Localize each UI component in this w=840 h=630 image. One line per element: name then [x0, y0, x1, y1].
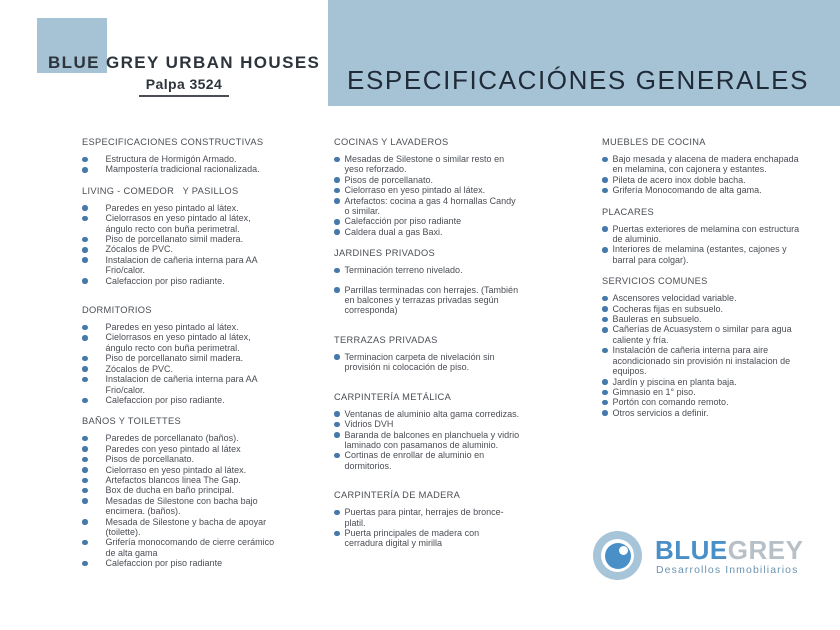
- list-item: [334, 528, 520, 549]
- list-item-text: Calefaccion por piso radiante.: [105, 275, 225, 286]
- list-item-text: Parrillas terminadas con herrajes. (También en balcones y terrazas privadas según corresponda): [344, 284, 519, 316]
- list-item-text: Terminación terreno nivelado.: [344, 265, 463, 276]
- list-item: [82, 374, 282, 395]
- section-heading: PLACARES: [602, 206, 655, 217]
- list-item-text: Piso de porcellanato simil madera.: [105, 234, 244, 245]
- bullet-icon: [334, 453, 340, 459]
- specs-column-2: [334, 137, 520, 549]
- list-item: [334, 285, 520, 316]
- bullet-icon: [602, 410, 608, 416]
- list-item: [82, 353, 282, 363]
- bullet-icon: [82, 457, 88, 463]
- bullet-icon: [82, 377, 88, 383]
- list-item: [82, 475, 282, 485]
- list-item: [334, 352, 520, 373]
- list-item: [334, 507, 520, 528]
- list-item: [82, 244, 282, 254]
- bullet-icon: [602, 390, 608, 396]
- brand-address: Palpa 3524: [139, 76, 229, 97]
- bullet-icon: [82, 561, 88, 567]
- bullet-icon: [82, 398, 88, 404]
- list-item-text: Terminacion carpeta de nivelación sin provisión ni colocación de piso.: [344, 351, 495, 373]
- bullet-icon: [334, 177, 340, 183]
- list-item: [82, 364, 282, 374]
- list-item: [334, 175, 520, 185]
- bullet-icon: [334, 510, 340, 516]
- list-item: [334, 419, 520, 429]
- list-item-text: Instalación de cañeria interna para aire acondicionado sin provisión ni instalacion de equipos.: [612, 345, 791, 377]
- list-item-text: Piso de porcellanato simil madera.: [105, 353, 244, 364]
- list-item-text: Artefactos: cocina a gas 4 hornallas Candy o similar.: [344, 195, 516, 217]
- list-item: [82, 332, 282, 353]
- list-item-text: Portón con comando remoto.: [612, 397, 729, 408]
- bullet-icon: [334, 354, 340, 360]
- list-item: [334, 409, 520, 419]
- list-item: [82, 203, 282, 213]
- list-item: [82, 154, 282, 164]
- bullet-icon: [602, 348, 608, 354]
- bullet-icon: [82, 237, 88, 243]
- page-title: ESPECIFICACIÓNES GENERALES: [347, 65, 810, 95]
- list-item-text: Puertas para pintar, herrajes de bronce-platil.: [344, 507, 504, 528]
- bullet-icon: [602, 379, 608, 385]
- bullet-icon: [602, 247, 608, 253]
- list-item: [334, 227, 520, 237]
- list-item: [334, 265, 520, 275]
- list-item-text: Artefactos blancos linea The Gap.: [105, 474, 241, 485]
- list-item-text: Grifería monocomando de cierre cerámico de alta gama: [105, 537, 275, 558]
- section-heading: CARPINTERÍA METÁLICA: [334, 391, 452, 402]
- bullet-icon: [602, 177, 608, 183]
- list-item-text: Ascensores velocidad variable.: [612, 293, 737, 304]
- bullet-icon: [602, 296, 608, 302]
- list-item: [82, 276, 282, 286]
- bullet-icon: [602, 317, 608, 323]
- bullet-icon: [82, 247, 88, 253]
- bullet-icon: [334, 188, 340, 194]
- bullet-icon: [334, 198, 340, 204]
- list-item: [82, 234, 282, 244]
- list-item-text: Zócalos de PVC.: [105, 244, 174, 255]
- bullet-icon: [82, 325, 88, 331]
- list-item-text: Pileta de acero inox doble bacha.: [612, 174, 746, 185]
- header-band: [328, 0, 840, 106]
- list-item-text: Bajo mesada y alacena de madera enchapada en melamina, con cajonera y estantes.: [612, 154, 799, 175]
- list-item-text: Pisos de porcellanato.: [105, 454, 195, 465]
- list-item: [334, 216, 520, 226]
- bullet-icon: [82, 498, 88, 504]
- specs-column-3: [602, 137, 802, 418]
- brand-name: BLUE GREY URBAN HOUSES: [48, 53, 321, 72]
- bullet-icon: [602, 157, 608, 163]
- bullet-icon: [82, 478, 88, 484]
- list-item-text: Jardín y piscina en planta baja.: [612, 376, 737, 387]
- bullet-icon: [82, 167, 88, 173]
- list-item: [334, 430, 520, 451]
- list-item-text: Mampostería tradicional racionalizada.: [105, 164, 260, 175]
- list-item-text: Calefaccion por piso radiante.: [105, 394, 225, 405]
- logo-word-grey: GREY: [727, 535, 804, 565]
- specs-column-1: [82, 137, 282, 569]
- bullet-icon: [82, 366, 88, 372]
- list-item: [82, 255, 282, 276]
- list-item-text: Paredes con yeso pintado al látex: [105, 443, 241, 454]
- list-item-text: Estructura de Hormigón Armado.: [105, 154, 237, 164]
- bullet-icon: [82, 335, 88, 341]
- list-item: [602, 304, 802, 314]
- list-item: [82, 164, 282, 174]
- list-item: [82, 433, 282, 443]
- bullet-icon: [82, 205, 88, 211]
- list-item: [82, 496, 282, 517]
- list-item-text: Gimnasio en 1° piso.: [612, 386, 696, 397]
- list-item-text: Instalacion de cañeria interna para AA Frio/calor.: [105, 254, 258, 276]
- list-item: [82, 454, 282, 464]
- list-item-text: Cielorraso en yeso pintado al látex.: [344, 185, 486, 196]
- bullet-icon: [334, 531, 340, 537]
- list-item: [602, 154, 802, 175]
- bullet-icon: [602, 188, 608, 194]
- bullet-icon: [82, 257, 88, 263]
- bullet-icon: [82, 488, 88, 494]
- bullet-icon: [334, 229, 340, 235]
- brand-address-wrap: [48, 76, 320, 97]
- list-item-text: Mesada de Silestone y bacha de apoyar (toilette).: [105, 516, 267, 537]
- list-item: [82, 558, 282, 568]
- list-item: [82, 517, 282, 538]
- bullet-icon: [82, 278, 88, 284]
- list-item-text: Cañerías de Acuasystem o similar para agua caliente y fría.: [612, 324, 792, 345]
- section-heading: SERVICIOS COMUNES: [602, 276, 708, 287]
- list-item-text: Bauleras en subsuelo.: [612, 314, 702, 325]
- list-item-text: Instalacion de cañeria interna para AA Frio/calor.: [105, 374, 258, 395]
- bullet-icon: [82, 216, 88, 222]
- bullet-icon: [82, 467, 88, 473]
- list-item-text: Paredes en yeso pintado al látex.: [105, 322, 239, 333]
- list-item: [602, 408, 802, 418]
- list-item: [82, 395, 282, 405]
- bullet-icon: [602, 306, 608, 312]
- list-item-text: Cielorrasos en yeso pintado al látex, ángulo recto con buña perimetral.: [105, 213, 251, 234]
- list-item-text: Vidrios DVH: [344, 419, 394, 430]
- bullet-icon: [602, 400, 608, 406]
- bullet-icon: [334, 268, 340, 274]
- bullet-icon: [602, 327, 608, 333]
- list-item: [602, 244, 802, 265]
- list-item: [334, 450, 520, 471]
- list-item: [602, 293, 802, 303]
- section-heading: LIVING - COMEDOR Y PASILLOS: [82, 185, 239, 196]
- bullet-icon: [602, 226, 608, 232]
- bullet-icon: [334, 422, 340, 428]
- bullet-icon: [82, 519, 88, 525]
- list-item-text: Calefaccion por piso radiante: [105, 558, 223, 569]
- section-heading: ESPECIFICACIONES CONSTRUCTIVAS: [82, 137, 264, 147]
- list-item-text: Mesadas de Silestone con bacha bajo encimera. (baños).: [105, 495, 258, 517]
- bullet-icon: [82, 540, 88, 546]
- list-item: [334, 185, 520, 195]
- logo-glint: [619, 546, 628, 555]
- bullet-icon: [334, 432, 340, 438]
- logo-tagline: Desarrollos Inmobiliarios: [656, 564, 799, 576]
- logo-wordmark: [655, 535, 803, 566]
- bullet-icon: [82, 436, 88, 442]
- logo: [593, 531, 823, 591]
- list-item-text: Paredes en yeso pintado al látex.: [105, 202, 239, 213]
- list-item-text: Cielorraso en yeso pintado al látex.: [105, 464, 247, 475]
- list-item: [602, 377, 802, 387]
- list-item: [602, 224, 802, 245]
- list-item-text: Cortinas de enrollar de aluminio en dormitorios.: [344, 450, 485, 471]
- section-heading: COCINAS Y LAVADEROS: [334, 137, 449, 147]
- list-item: [82, 444, 282, 454]
- list-item-text: Otros servicios a definir.: [612, 407, 709, 418]
- bullet-icon: [82, 157, 88, 163]
- list-item-text: Cielorrasos en yeso pintado al látex, ángulo recto con buña perimetral.: [105, 332, 251, 353]
- section-heading: MUEBLES DE COCINA: [602, 137, 706, 147]
- list-item: [82, 465, 282, 475]
- list-item: [82, 485, 282, 495]
- bullet-icon: [334, 219, 340, 225]
- list-item: [82, 213, 282, 234]
- list-item: [602, 397, 802, 407]
- list-item-text: Puertas exteriores de melamina con estructura de aluminio.: [612, 223, 800, 245]
- bullet-icon: [334, 157, 340, 163]
- list-item-text: Calefacción por piso radiante: [344, 216, 462, 227]
- section-heading: TERRAZAS PRIVADAS: [334, 334, 438, 345]
- list-item-text: Puerta principales de madera con cerradura digital y mirilla: [344, 527, 480, 549]
- bluegrey-eye-logo-icon: [593, 531, 642, 580]
- list-item-text: Caldera dual a gas Baxi.: [344, 226, 443, 237]
- list-item: [602, 185, 802, 195]
- list-item-text: Pisos de porcellanato.: [344, 174, 434, 185]
- list-item: [602, 324, 802, 345]
- bullet-icon: [82, 446, 88, 452]
- section-heading: DORMITORIOS: [82, 305, 152, 316]
- list-item: [602, 175, 802, 185]
- list-item: [334, 196, 520, 217]
- logo-word-blue: BLUE: [655, 535, 728, 565]
- bullet-icon: [334, 411, 340, 417]
- list-item-text: Zócalos de PVC.: [105, 363, 174, 374]
- list-item-text: Baranda de balcones en planchuela y vidrio laminado con pasamanos de aluminio.: [344, 429, 520, 450]
- list-item-text: Mesadas de Silestone o similar resto en yeso reforzado.: [344, 154, 505, 175]
- list-item-text: Grifería Monocomando de alta gama.: [612, 185, 762, 196]
- list-item: [602, 314, 802, 324]
- list-item-text: Box de ducha en baño principal.: [105, 485, 235, 496]
- list-item-text: Ventanas de aluminio alta gama corredizas.: [344, 408, 520, 419]
- list-item: [334, 154, 520, 175]
- list-item: [602, 387, 802, 397]
- section-heading: CARPINTERÍA DE MADERA: [334, 490, 461, 501]
- bullet-icon: [82, 356, 88, 362]
- section-heading: BAÑOS Y TOILETTES: [82, 416, 181, 427]
- list-item-text: Paredes de porcellanato (baños).: [105, 433, 239, 444]
- list-item: [602, 345, 802, 376]
- list-item-text: Interiores de melamina (estantes, cajones y barral para colgar).: [612, 244, 787, 265]
- list-item: [82, 537, 282, 558]
- bullet-icon: [334, 287, 340, 293]
- list-item-text: Cocheras fijas en subsuelo.: [612, 303, 724, 314]
- section-heading: JARDINES PRIVADOS: [334, 248, 436, 259]
- list-item: [82, 322, 282, 332]
